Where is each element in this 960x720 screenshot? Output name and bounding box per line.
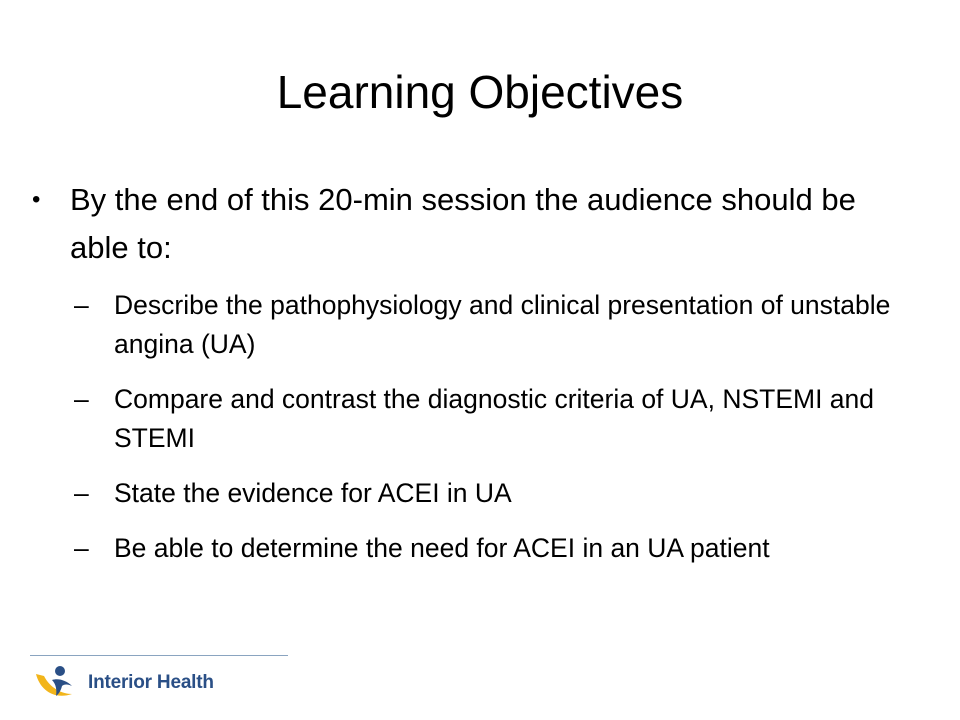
sub-bullet-dash: – — [74, 533, 89, 563]
sub-bullet-text: Be able to determine the need for ACEI in an UA patient — [114, 533, 770, 563]
sub-bullet-text: Describe the pathophysiology and clinical presentation of unstable angina (UA) — [114, 290, 891, 359]
sub-bullet-item — [74, 380, 904, 458]
interior-health-logo-icon — [32, 660, 84, 706]
sub-bullet-text: State the evidence for ACEI in UA — [114, 478, 512, 508]
bullet-dot-icon: • — [32, 186, 41, 213]
sub-bullet-dash: – — [74, 478, 89, 508]
sub-bullet-list — [40, 286, 900, 568]
main-bullet-text: By the end of this 20-min session the audience should be able to: — [70, 182, 856, 265]
slide-title: Learning Objectives — [276, 66, 684, 118]
sub-bullet-item — [74, 474, 904, 513]
footer-divider — [30, 655, 288, 656]
sub-bullet-text: Compare and contrast the diagnostic criteria of UA, NSTEMI and STEMI — [114, 384, 875, 453]
logo-text: Interior Health — [88, 672, 214, 693]
slide-content — [32, 176, 900, 584]
sub-bullet-item — [74, 286, 904, 364]
interior-health-logo — [32, 660, 214, 706]
sub-bullet-dash: – — [74, 290, 89, 320]
main-bullet — [32, 176, 900, 272]
sub-bullet-item — [74, 529, 904, 568]
sub-bullet-dash: – — [74, 384, 89, 414]
